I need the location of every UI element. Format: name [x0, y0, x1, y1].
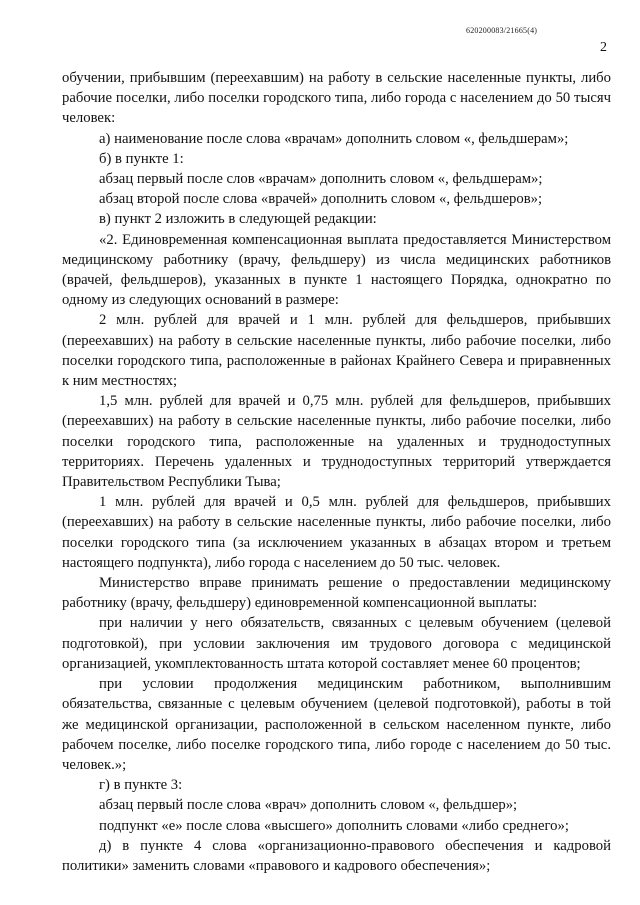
paragraph-item-b: б) в пункте 1: [99, 150, 184, 167]
paragraph-item-d-1: абзац первый после слова «врач» дополнить словом «, фельдшер»; [99, 797, 518, 814]
paragraph-item-e: д) в пункте 4 слова «организационно-правового обеспечения и кадровой политики» заменить словами «правового и кадрового обеспечения»; [62, 837, 611, 874]
paragraph-item-d: г) в пункте 3: [99, 777, 183, 794]
paragraph-ministry-right: Министерство вправе принимать решение о предоставлении медицинскому работнику (врачу, фельдшеру) единовременной компенсационной выплаты: [62, 575, 611, 612]
paragraph-amount-1mln: 1 млн. рублей для врачей и 0,5 млн. рублей для фельдшеров, прибывших (переехавших) на работу в сельские населенные пункты, либо рабочие поселки, либо поселки городского типа (за исключением указанных в абзацах втором и третьем настоящего подпункта), либо города с населением до 50 тыс. человек. [62, 494, 611, 571]
paragraph-item-c: в) пункт 2 изложить в следующей редакции: [99, 211, 377, 228]
paragraph-item-d-e: подпункт «е» после слова «высшего» дополнить словами «либо среднего»; [99, 817, 569, 834]
paragraph-item-b-1: абзац первый после слов «врачам» дополнить словом «, фельдшерам»; [99, 171, 543, 188]
paragraph-item-b-2: абзац второй после слова «врачей» дополнить словом «, фельдшеров»; [99, 191, 543, 208]
paragraph-condition-obligations: при наличии у него обязательств, связанных с целевым обучением (целевой подготовкой), при условии заключения им трудового договора с медицинской организацией, укомплектованность штата которой составляет менее 60 процентов; [62, 615, 611, 672]
paragraph-amount-2mln: 2 млн. рублей для врачей и 1 млн. рублей для фельдшеров, прибывших (переехавших) на работу в сельские населенные пункты, либо рабочие поселки, либо поселки городского типа, расположенные в районах Крайнего Севера и приравненных к ним местностях; [62, 312, 611, 390]
paragraph-item-a: а) наименование после слова «врачам» дополнить словом «, фельдшерам»; [99, 130, 569, 147]
page-number: 2 [600, 40, 607, 55]
document-id: 620200083/21665(4) [466, 26, 538, 35]
paragraph-condition-continuation: при условии продолжения медицинским работником, выполнившим обязательства, связанные с целевым обучением (целевой подготовкой), работы в той же медицинской организации, расположенной в сельском населенном пункте, либо рабочем поселке, либо поселке городского типа, либо городе с населением до 50 тыс. человек.»; [62, 676, 611, 773]
document-body [62, 68, 611, 876]
paragraph-intro-continuation: обучении, прибывшим (переехавшим) на работу в сельские населенные пункты, либо рабочие поселки, либо поселки городского типа, либо города с населением до 50 тысяч человек: [62, 70, 611, 127]
paragraph-new-clause-2: «2. Единовременная компенсационная выплата предоставляется Министерством медицинскому работнику (врачу, фельдшеру) из числа медицинских работников (врачей, фельдшеров), указанных в пункте 1 настоящего Порядка, однократно по одному из следующих оснований в размере: [62, 231, 611, 309]
paragraph-amount-1-5mln: 1,5 млн. рублей для врачей и 0,75 млн. рублей для фельдшеров, прибывших (переехавших) на работу в сельские населенные пункты, либо рабочие поселки, либо поселки городского типа, расположенные на удаленных и труднодоступных территориях. Перечень удаленных и труднодоступных территорий утверждается Правительством Республики Тыва; [62, 393, 611, 491]
